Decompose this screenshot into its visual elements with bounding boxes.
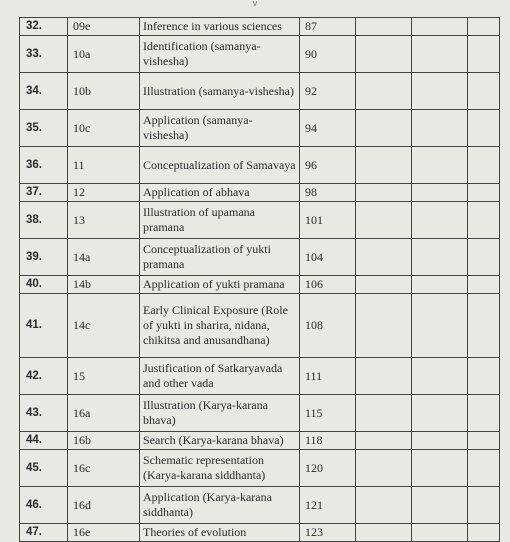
topic-title-cell: Conceptualization of yukti pramana [140, 239, 300, 276]
empty-cell [356, 395, 412, 432]
topic-title-cell: Illustration (Karya-karana bhava) [140, 395, 300, 432]
empty-cell [356, 524, 412, 542]
page-number-cell: 108 [300, 294, 356, 358]
topic-title-cell: Justification of Satkaryavada and other vada [140, 358, 300, 395]
row-number-cell: 44. [20, 432, 68, 450]
topic-title-cell: Application of abhava [140, 184, 300, 202]
page-number-cell: 92 [300, 73, 356, 110]
row-number-cell: 35. [20, 110, 68, 147]
contents-table [19, 17, 500, 542]
row-number-cell: 33. [20, 36, 68, 73]
table-row [20, 110, 500, 147]
empty-cell [468, 184, 500, 202]
empty-cell [356, 147, 412, 184]
page-number-cell: 96 [300, 147, 356, 184]
row-number-cell: 38. [20, 202, 68, 239]
empty-cell [412, 358, 468, 395]
empty-cell [412, 432, 468, 450]
page-number-cell: 123 [300, 524, 356, 542]
topic-code-cell: 16b [68, 432, 140, 450]
topic-title-cell: Inference in various sciences [140, 18, 300, 36]
empty-cell [412, 184, 468, 202]
empty-cell [468, 524, 500, 542]
empty-cell [468, 147, 500, 184]
empty-cell [468, 36, 500, 73]
topic-title-cell: Application of yukti pramana [140, 276, 300, 294]
empty-cell [356, 450, 412, 487]
page-mark: v [252, 0, 258, 8]
empty-cell [412, 202, 468, 239]
topic-title-cell: Application (Karya-karana siddhanta) [140, 487, 300, 524]
table-row [20, 18, 500, 36]
empty-cell [468, 395, 500, 432]
topic-code-cell: 12 [68, 184, 140, 202]
row-number-cell: 36. [20, 147, 68, 184]
empty-cell [356, 358, 412, 395]
topic-title-cell: Identification (samanya-vishesha) [140, 36, 300, 73]
table-row [20, 147, 500, 184]
table-row [20, 432, 500, 450]
topic-code-cell: 10b [68, 73, 140, 110]
table-row [20, 358, 500, 395]
empty-cell [468, 276, 500, 294]
page-number-cell: 120 [300, 450, 356, 487]
empty-cell [468, 73, 500, 110]
page-number-cell: 98 [300, 184, 356, 202]
empty-cell [468, 202, 500, 239]
row-number-cell: 41. [20, 294, 68, 358]
table-row [20, 73, 500, 110]
empty-cell [356, 73, 412, 110]
page-number-cell: 121 [300, 487, 356, 524]
topic-code-cell: 10c [68, 110, 140, 147]
row-number-cell: 46. [20, 487, 68, 524]
page-number-cell: 94 [300, 110, 356, 147]
empty-cell [412, 36, 468, 73]
row-number-cell: 42. [20, 358, 68, 395]
empty-cell [356, 239, 412, 276]
topic-code-cell: 11 [68, 147, 140, 184]
table-row [20, 36, 500, 73]
empty-cell [412, 524, 468, 542]
empty-cell [468, 239, 500, 276]
topic-code-cell: 14a [68, 239, 140, 276]
topic-title-cell: Early Clinical Exposure (Role of yukti in sharira, nidana, chikitsa and anusandhana) [140, 294, 300, 358]
table-row [20, 524, 500, 542]
topic-code-cell: 09e [68, 18, 140, 36]
empty-cell [412, 73, 468, 110]
empty-cell [356, 202, 412, 239]
row-number-cell: 34. [20, 73, 68, 110]
row-number-cell: 45. [20, 450, 68, 487]
empty-cell [412, 147, 468, 184]
topic-title-cell: Search (Karya-karana bhava) [140, 432, 300, 450]
topic-title-cell: Schematic representation (Karya-karana siddhanta) [140, 450, 300, 487]
topic-code-cell: 14b [68, 276, 140, 294]
empty-cell [356, 276, 412, 294]
page-number-cell: 111 [300, 358, 356, 395]
empty-cell [412, 110, 468, 147]
topic-code-cell: 16d [68, 487, 140, 524]
empty-cell [468, 432, 500, 450]
topic-title-cell: Conceptualization of Samavaya [140, 147, 300, 184]
empty-cell [356, 184, 412, 202]
empty-cell [356, 110, 412, 147]
table-row [20, 276, 500, 294]
empty-cell [468, 487, 500, 524]
row-number-cell: 39. [20, 239, 68, 276]
page-number-cell: 90 [300, 36, 356, 73]
page-number-cell: 106 [300, 276, 356, 294]
topic-code-cell: 16a [68, 395, 140, 432]
empty-cell [468, 294, 500, 358]
empty-cell [412, 239, 468, 276]
topic-code-cell: 13 [68, 202, 140, 239]
empty-cell [356, 432, 412, 450]
page-number-cell: 118 [300, 432, 356, 450]
empty-cell [468, 110, 500, 147]
table-row [20, 487, 500, 524]
empty-cell [468, 450, 500, 487]
table-row [20, 450, 500, 487]
empty-cell [468, 358, 500, 395]
empty-cell [356, 487, 412, 524]
page-number-cell: 115 [300, 395, 356, 432]
topic-title-cell: Application (samanya-vishesha) [140, 110, 300, 147]
empty-cell [412, 487, 468, 524]
empty-cell [356, 294, 412, 358]
empty-cell [356, 18, 412, 36]
topic-code-cell: 16e [68, 524, 140, 542]
table-row [20, 239, 500, 276]
row-number-cell: 47. [20, 524, 68, 542]
topic-code-cell: 10a [68, 36, 140, 73]
row-number-cell: 37. [20, 184, 68, 202]
empty-cell [412, 276, 468, 294]
topic-title-cell: Illustration (samanya-vishesha) [140, 73, 300, 110]
table-row [20, 202, 500, 239]
empty-cell [412, 18, 468, 36]
topic-code-cell: 16c [68, 450, 140, 487]
topic-title-cell: Theories of evolution [140, 524, 300, 542]
topic-code-cell: 15 [68, 358, 140, 395]
row-number-cell: 40. [20, 276, 68, 294]
table-row [20, 294, 500, 358]
row-number-cell: 32. [20, 18, 68, 36]
page-number-cell: 87 [300, 18, 356, 36]
page-number-cell: 104 [300, 239, 356, 276]
row-number-cell: 43. [20, 395, 68, 432]
empty-cell [468, 18, 500, 36]
topic-title-cell: Illustration of upamana pramana [140, 202, 300, 239]
page-number-cell: 101 [300, 202, 356, 239]
table-row [20, 184, 500, 202]
empty-cell [356, 36, 412, 73]
empty-cell [412, 450, 468, 487]
table-row [20, 395, 500, 432]
empty-cell [412, 395, 468, 432]
topic-code-cell: 14c [68, 294, 140, 358]
empty-cell [412, 294, 468, 358]
